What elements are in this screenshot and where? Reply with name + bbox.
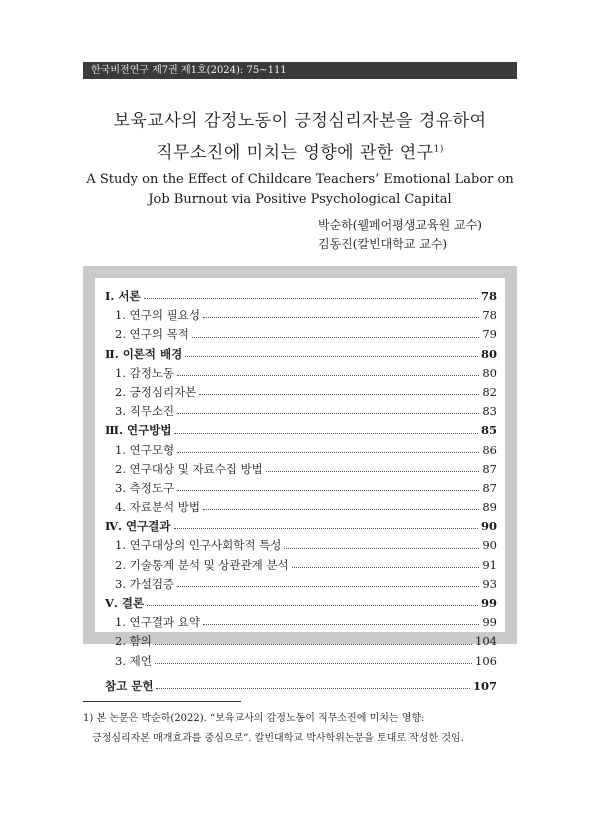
toc-entry-label: 3. 측정도구 <box>115 480 175 495</box>
toc-subsection-entry <box>105 633 497 652</box>
toc-entry-page: 90 <box>482 538 497 553</box>
toc-entry-label: 1. 연구결과 요약 <box>115 615 200 630</box>
toc-leader-dots <box>185 356 478 357</box>
toc-subsection-entry <box>105 365 497 384</box>
toc-leader-dots <box>203 317 479 318</box>
table-of-contents <box>95 278 505 693</box>
toc-entry-label: 3. 가설검증 <box>115 576 175 591</box>
toc-entry-label: 참고 문헌 <box>105 678 154 693</box>
toc-subsection-entry <box>105 614 497 633</box>
toc-leader-dots <box>266 471 480 472</box>
toc-subsection-entry <box>105 499 497 518</box>
toc-section-entry <box>105 422 497 441</box>
toc-entry-label: 2. 연구의 목적 <box>115 327 189 342</box>
toc-entry-page: 85 <box>480 423 497 438</box>
toc-section-entry <box>105 595 497 614</box>
english-title-line-1: A Study on the Effect of Childcare Teachers’ Emotional Labor on <box>86 172 514 187</box>
toc-subsection-entry <box>105 384 497 403</box>
toc-entry-label: 1. 감정노동 <box>115 365 175 380</box>
toc-entry-page: 79 <box>482 327 497 342</box>
toc-leader-dots <box>284 548 479 549</box>
toc-section-entry <box>105 346 497 365</box>
toc-entry-page: 104 <box>475 634 497 649</box>
toc-entry-label: 1. 연구의 필요성 <box>115 308 200 323</box>
toc-entry-label: 2. 연구대상 및 자료수집 방법 <box>115 461 263 476</box>
toc-entry-label: 3. 제언 <box>115 653 152 668</box>
toc-leader-dots <box>147 605 478 606</box>
toc-entry-label: 1. 연구대상의 인구사회학적 특성 <box>115 538 282 553</box>
toc-leader-dots <box>155 663 472 664</box>
toc-section-entry <box>105 678 497 697</box>
toc-entry-label: 4. 자료분석 방법 <box>115 500 200 515</box>
toc-section-entry <box>105 288 497 307</box>
toc-subsection-entry <box>105 480 497 499</box>
toc-entry-page: 107 <box>472 678 497 693</box>
toc-leader-dots <box>174 433 478 434</box>
toc-section-entry <box>105 518 497 537</box>
toc-entry-label: 1. 연구모형 <box>115 442 175 457</box>
toc-entry-page: 80 <box>480 346 497 361</box>
author-2: 김동진(칼빈대학교 교수) <box>318 237 448 251</box>
toc-leader-dots <box>177 375 479 376</box>
toc-leader-dots <box>156 688 470 689</box>
toc-entry-label: 3. 직무소진 <box>115 404 175 419</box>
korean-title-line-2 <box>83 138 517 163</box>
toc-subsection-entry <box>105 442 497 461</box>
toc-subsection-entry <box>105 653 497 672</box>
toc-entry-label: 2. 함의 <box>115 634 152 649</box>
author-1: 박순하(웰페어평생교육원 교수) <box>318 218 482 232</box>
toc-entry-page: 86 <box>482 442 497 457</box>
toc-entry-label: 2. 긍정심리자본 <box>115 384 197 399</box>
toc-entry-page: 99 <box>482 615 497 630</box>
toc-entry-page: 106 <box>475 653 497 668</box>
table-of-contents-frame <box>83 266 517 693</box>
toc-entry-page: 78 <box>480 289 497 303</box>
toc-entry-label: Ⅲ. 연구방법 <box>105 423 172 438</box>
toc-entry-page: 82 <box>482 384 497 399</box>
korean-title-line-1: 보육교사의 감정노동이 긍정심리자본을 경유하여 <box>113 111 487 131</box>
toc-leader-dots <box>199 394 479 395</box>
toc-leader-dots <box>155 644 472 645</box>
title-footnote-mark: 1) <box>433 144 444 155</box>
toc-leader-dots <box>174 528 478 529</box>
toc-leader-dots <box>177 413 479 414</box>
toc-leader-dots <box>177 452 479 453</box>
toc-entry-page: 99 <box>480 596 497 610</box>
toc-entry-page: 87 <box>482 480 497 495</box>
toc-leader-dots <box>192 337 480 338</box>
footnote-line-2: 긍정심리자본 매개효과를 중심으로”. 칼빈대학교 박사학위논문을 토대로 작성한 것임. <box>92 733 464 744</box>
korean-title-line-2-text: 직무소진에 미치는 영향에 관한 연구 <box>156 143 434 163</box>
toc-entry-page: 80 <box>482 365 497 380</box>
toc-entry-page: 78 <box>482 308 497 323</box>
toc-subsection-entry <box>105 307 497 326</box>
toc-entry-label: 2. 기술통계 분석 및 상관관계 분석 <box>115 557 289 572</box>
toc-leader-dots <box>203 624 479 625</box>
toc-entry-page: 83 <box>482 404 497 419</box>
toc-subsection-entry <box>105 576 497 595</box>
toc-leader-dots <box>144 298 478 299</box>
toc-entry-page: 90 <box>480 519 497 534</box>
toc-entry-page: 91 <box>482 557 497 572</box>
toc-leader-dots <box>292 567 480 568</box>
toc-entry-label: Ⅴ. 결론 <box>105 596 145 610</box>
toc-subsection-entry <box>105 461 497 480</box>
toc-entry-label: Ⅳ. 연구결과 <box>105 519 171 534</box>
toc-entry-page: 93 <box>482 576 497 591</box>
toc-leader-dots <box>177 586 479 587</box>
journal-header: 한국비전연구 제7권 제1호(2024): 75~111 <box>83 62 517 79</box>
toc-subsection-entry <box>105 326 497 345</box>
toc-subsection-entry <box>105 403 497 422</box>
toc-leader-dots <box>203 509 479 510</box>
toc-subsection-entry <box>105 537 497 556</box>
toc-leader-dots <box>177 490 479 491</box>
toc-entry-page: 89 <box>482 500 497 515</box>
footnote-line-1: 1) 본 논문은 박순하(2022). “보육교사의 감정노동이 직무소진에 미치는 영향: <box>83 713 425 724</box>
english-title-line-2: Job Burnout via Positive Psychological Capital <box>148 192 452 207</box>
footnote-divider <box>83 701 241 702</box>
toc-entry-label: Ⅰ. 서론 <box>105 289 141 303</box>
toc-entry-page: 87 <box>482 461 497 476</box>
toc-entry-label: Ⅱ. 이론적 배경 <box>105 346 183 361</box>
toc-subsection-entry <box>105 557 497 576</box>
